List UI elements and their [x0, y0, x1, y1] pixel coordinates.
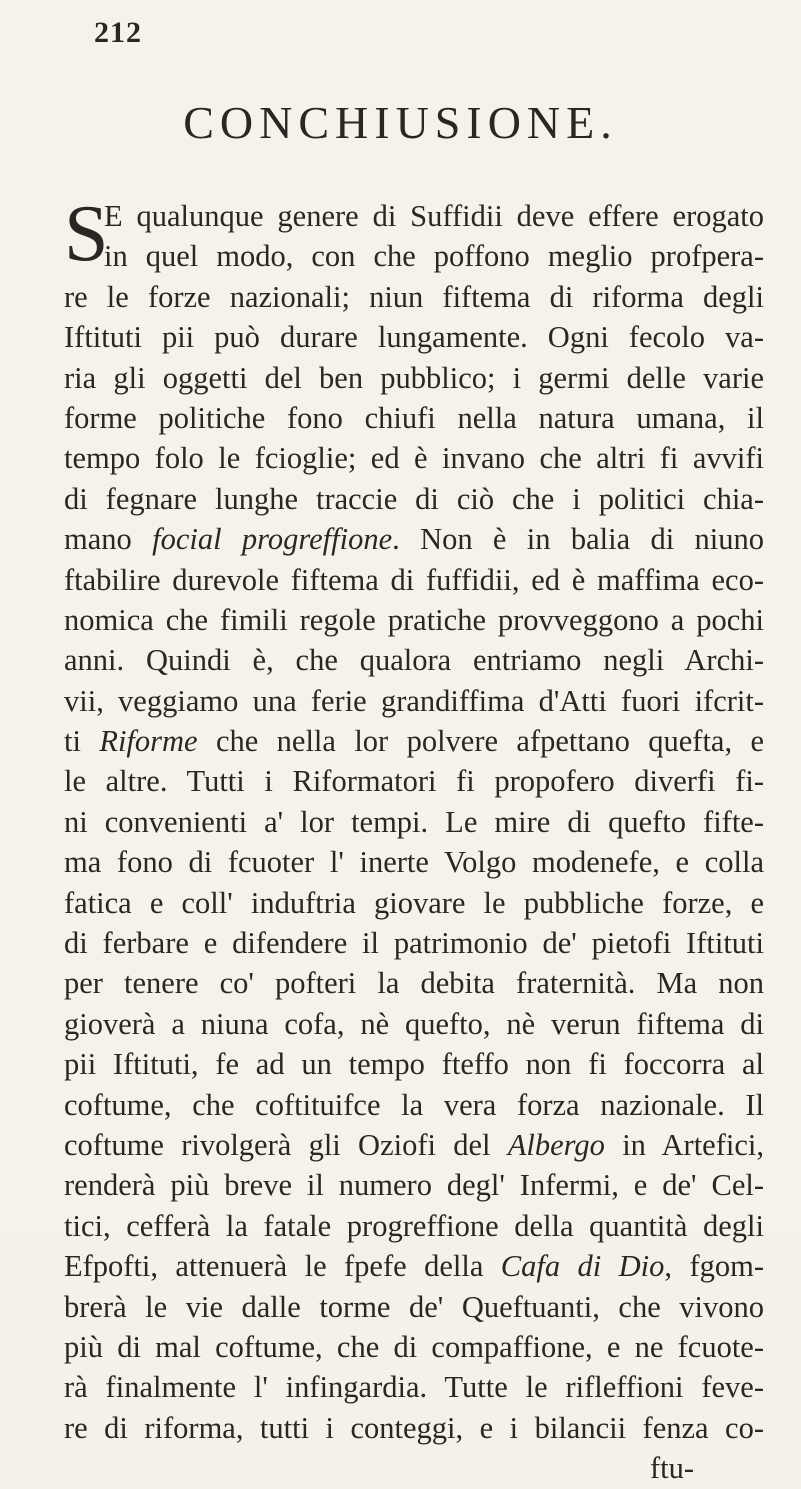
text-line: fatica e coll' induftria giovare le pubbliche forze, e [64, 885, 764, 920]
text-line: tempo folo le fcioglie; ed è invano che altri fi avvifi [64, 441, 764, 476]
text-line: re le forze nazionali; niun fiftema di riforma degli [64, 279, 764, 314]
text-line: brerà le vie dalle torme de' Queftuanti, che vivono [64, 1289, 764, 1324]
text-line: vii, veggiamo una ferie grandiffima d'Atti fuori ifcrit- [64, 683, 764, 718]
text-line: pii Iftituti, fe ad un tempo fteffo non fi foccorra al [64, 1047, 764, 1082]
body-text [64, 190, 764, 1489]
text-line: gioverà a niuna cofa, nè quefto, nè verun fiftema di [64, 1006, 764, 1041]
text-line: coftume rivolgerà gli Oziofi del Albergo in Artefici, [64, 1127, 764, 1162]
text-line: Efpofti, attenuerà le fpefe della Cafa di Dio, fgom- [64, 1249, 764, 1284]
page-number: 212 [94, 16, 142, 49]
text-line: rà finalmente l' infingardia. Tutte le rifleffioni feve- [64, 1370, 764, 1405]
text-line: ma fono di fcuoter l' inerte Volgo modenefe, e colla [64, 845, 764, 880]
text-line: re di riforma, tutti i conteggi, e i bilancii fenza co- [64, 1410, 764, 1445]
chapter-title: CONCHIUSIONE. [183, 97, 618, 148]
text-line: renderà più breve il numero degl' Infermi, e de' Cel- [64, 1168, 764, 1203]
text-line: ti Riforme che nella lor polvere afpettano quefta, e [64, 724, 764, 759]
text-line: forme politiche fono chiufi nella natura umana, il [64, 400, 764, 435]
text-line: le altre. Tutti i Riformatori fi propofero diverfi fi- [64, 764, 764, 799]
text-line: anni. Quindi è, che qualora entriamo negli Archi- [64, 643, 764, 678]
text-lines [64, 190, 764, 1489]
text-line: coftume, che coftituifce la vera forza nazionale. Il [64, 1087, 764, 1122]
text-line: di ferbare e difendere il patrimonio de' pietofi Iftituti [64, 926, 764, 961]
drop-cap: S [64, 190, 109, 278]
text-line: più di mal coftume, che di compaffione, e ne fcuote- [64, 1329, 764, 1364]
text-line: tici, cefferà la fatale progreffione della quantità degli [64, 1208, 764, 1243]
text-line: E qualunque genere di Suffidii deve effere erogato [104, 199, 764, 233]
text-line: di fegnare lunghe traccie di ciò che i politici chia- [64, 481, 764, 516]
text-line: nomica che fimili regole pratiche provveggono a pochi [64, 602, 764, 637]
text-line: per tenere co' pofteri la debita fraternità. Ma non [64, 966, 764, 1001]
text-line: ni convenienti a' lor tempi. Le mire di quefto fifte- [64, 804, 764, 839]
text-line: ftabilire durevole fiftema di fuffidii, ed è maffima eco- [64, 562, 764, 597]
text-line: Iftituti pii può durare lungamente. Ogni fecolo va- [64, 320, 764, 355]
text-line: ria gli oggetti del ben pubblico; i germi delle varie [64, 360, 764, 395]
text-line: mano focial progreffione. Non è in balia di niuno [64, 522, 764, 557]
text-line: in quel modo, con che poffono meglio profpera- [104, 239, 764, 274]
catchword: ftu- [649, 1451, 694, 1486]
